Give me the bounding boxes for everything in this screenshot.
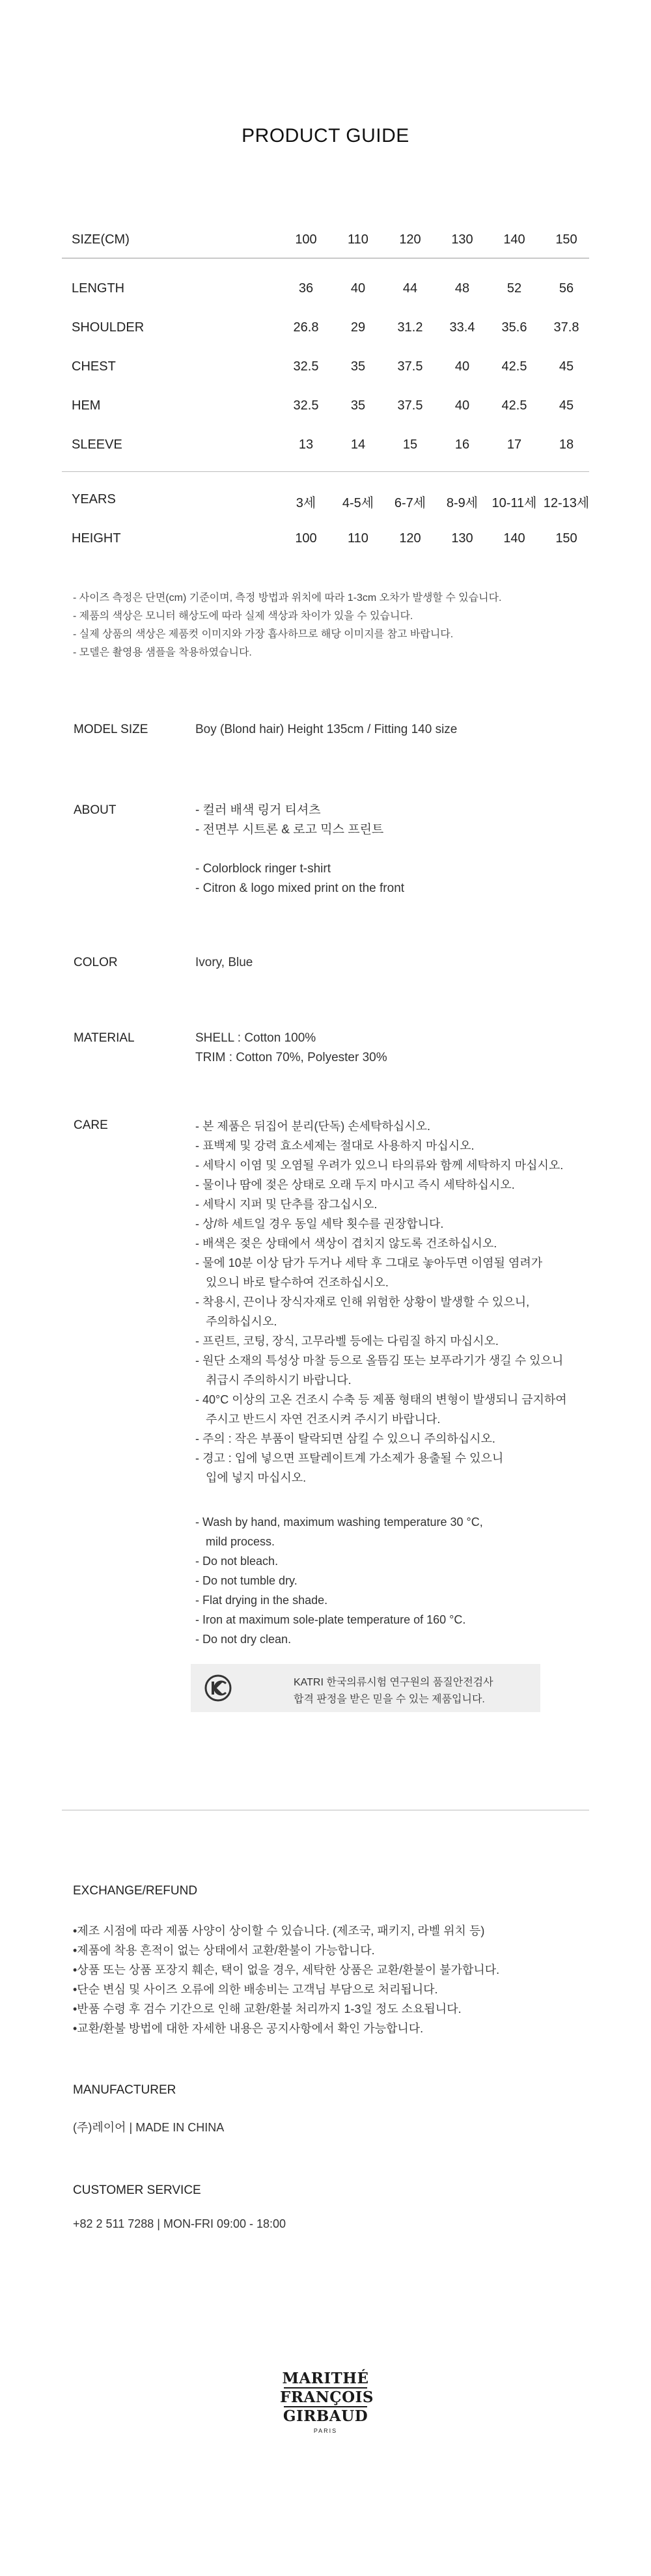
care-line: - 표백제 및 강력 효소세제는 절대로 사용하지 마십시오. [195, 1139, 475, 1152]
table-cell: 40 [454, 398, 470, 413]
about-line: - 컬러 배색 링거 티셔츠 [195, 803, 321, 817]
size-table-header [72, 232, 586, 252]
table-cell: 56 [559, 281, 574, 296]
exchange-line: •상품 또는 상품 포장지 훼손, 택이 없을 경우, 세탁한 상품은 교환/환불이 불가합니다. [73, 1963, 500, 1976]
care-line: - 원단 소재의 특성상 마찰 등으로 올뜸김 또는 보푸라기가 생길 수 있으니 [195, 1354, 564, 1367]
table-row [72, 281, 586, 301]
table-cell: 36 [298, 281, 314, 296]
care-line-en: - Flat drying in the shade. [195, 1594, 328, 1607]
care-line: - 세탁시 이염 및 오염될 우려가 있으니 타의류와 함께 세탁하지 마십시오. [195, 1159, 564, 1172]
size-note: - 모델은 촬영용 샘플을 착용하였습니다. [73, 647, 252, 658]
care-line-en: - Wash by hand, maximum washing temperature 30 °C, [195, 1516, 483, 1529]
material-line: TRIM : Cotton 70%, Polyester 30% [195, 1051, 387, 1064]
table-cell: 29 [350, 320, 366, 335]
table-cell: 15 [402, 437, 418, 452]
care-line: - 배색은 젖은 상태에서 색상이 겹치지 않도록 건조하십시오. [195, 1237, 497, 1250]
table-cell: 4-5세 [342, 496, 374, 510]
table-cell: 40 [350, 281, 366, 296]
table-cell: 18 [559, 437, 574, 452]
care-label: CARE [74, 1118, 108, 1132]
kc-certification-icon [204, 1674, 232, 1702]
table-row [72, 320, 586, 340]
exchange-line: •단순 변심 및 사이즈 오류에 의한 배송비는 고객님 부담으로 처리됩니다. [73, 1983, 438, 1996]
table-cell: 45 [559, 359, 574, 374]
table-cell: 48 [454, 281, 470, 296]
table-row [72, 531, 586, 551]
exchange-label: EXCHANGE/REFUND [73, 1884, 198, 1898]
care-line: - 경고 : 입에 넣으면 프탈레이트계 가소제가 용출될 수 있으니 [195, 1452, 504, 1465]
table-cell: 52 [506, 281, 522, 296]
customer-service-label: CUSTOMER SERVICE [73, 2183, 201, 2197]
brand-logo-line: MARITHÉ [282, 2370, 369, 2387]
care-line-en: - Iron at maximum sole-plate temperature of 160 °C. [195, 1613, 466, 1626]
table-cell: 17 [506, 437, 522, 452]
color-value: Ivory, Blue [195, 956, 253, 969]
table-divider [62, 471, 589, 472]
care-line: 주의하십시오. [206, 1315, 277, 1328]
material-line: SHELL : Cotton 100% [195, 1031, 316, 1045]
table-cell: 120 [399, 531, 421, 546]
table-cell: 33.4 [449, 320, 475, 335]
about-line: - Citron & logo mixed print on the front [195, 881, 405, 895]
row-label: HEIGHT [72, 531, 121, 546]
care-line: 있으니 바로 탈수하여 건조하십시오. [206, 1276, 389, 1289]
katri-text-line: KATRI 한국의류시험 연구원의 품질안전검사 [294, 1677, 493, 1688]
care-line: 입에 넣지 마십시오. [206, 1471, 307, 1484]
table-cell: 3세 [296, 496, 316, 510]
color-label: COLOR [74, 956, 118, 969]
size-note: - 사이즈 측정은 단면(cm) 기준이며, 측정 방법과 위치에 따라 1-3cm 오차가 발생할 수 있습니다. [73, 592, 502, 603]
table-cell: 31.2 [397, 320, 423, 335]
care-line: - 40°C 이상의 고온 건조시 수축 등 제품 형태의 변형이 발생되니 금지하여 [195, 1393, 567, 1406]
table-cell: 44 [402, 281, 418, 296]
table-cell: 100 [295, 531, 317, 546]
table-cell: 16 [454, 437, 470, 452]
table-cell: 35 [350, 359, 366, 374]
exchange-line: •교환/환불 방법에 대한 자세한 내용은 공지사항에서 확인 가능합니다. [73, 2022, 424, 2035]
care-line: - 프린트, 코팅, 장식, 고무라벨 등에는 다림질 하지 마십시오. [195, 1335, 499, 1348]
table-cell: 8-9세 [446, 496, 478, 510]
table-row [72, 492, 590, 512]
size-note: - 실제 상품의 색상은 제품컷 이미지와 가장 흡사하므로 해당 이미지를 참고 바랍니다. [73, 629, 454, 640]
model-size-label: MODEL SIZE [74, 723, 148, 736]
care-line-en: - Do not tumble dry. [195, 1574, 298, 1587]
table-cell: 35 [350, 398, 366, 413]
table-cell: 140 [503, 531, 525, 546]
material-label: MATERIAL [74, 1031, 135, 1045]
size-note: - 제품의 색상은 모니터 해상도에 따라 실제 색상과 차이가 있을 수 있습니다. [73, 611, 413, 622]
table-cell: 32.5 [293, 398, 319, 413]
manufacturer-value: (주)레이어 | MADE IN CHINA [73, 2121, 225, 2134]
table-cell: 150 [555, 531, 577, 546]
brand-logo-subline: PARIS [313, 2428, 338, 2434]
katri-text-line: 합격 판정을 받은 믿을 수 있는 제품입니다. [294, 1694, 485, 1705]
table-cell: 130 [451, 531, 473, 546]
about-line: - 전면부 시트론 & 로고 믹스 프린트 [195, 823, 384, 837]
size-header-cell: 120 [399, 232, 421, 247]
table-cell: 6-7세 [394, 496, 426, 510]
exchange-line: •반품 수령 후 검수 기간으로 인해 교환/환불 처리까지 1-3일 정도 소요됩니다. [73, 2002, 462, 2015]
size-header-cell: 100 [295, 232, 317, 247]
size-header-cell: 110 [348, 232, 368, 247]
table-row [72, 359, 586, 379]
care-line: - 주의 : 작은 부품이 탈락되면 삼킬 수 있으니 주의하십시오. [195, 1432, 495, 1445]
care-line: 주시고 반드시 자연 건조시켜 주시기 바랍니다. [206, 1413, 441, 1426]
table-cell: 32.5 [293, 359, 319, 374]
about-label: ABOUT [74, 803, 117, 817]
row-label: SHOULDER [72, 320, 145, 335]
customer-service-value: +82 2 511 7288 | MON-FRI 09:00 - 18:00 [73, 2217, 286, 2230]
exchange-line: •제품에 착용 흔적이 없는 상태에서 교환/환불이 가능합니다. [73, 1944, 375, 1957]
table-row [72, 398, 586, 418]
table-cell: 14 [350, 437, 366, 452]
care-line: - 본 제품은 뒤집어 분리(단독) 손세탁하십시오. [195, 1120, 430, 1133]
table-row [72, 437, 586, 457]
row-label: LENGTH [72, 281, 125, 296]
table-cell: 42.5 [501, 398, 527, 413]
page-title: PRODUCT GUIDE [242, 125, 409, 146]
exchange-line: •제조 시점에 따라 제품 사양이 상이할 수 있습니다. (제조국, 패키지, 라벨 위치 등) [73, 1924, 485, 1937]
brand-logo-line: FRANÇOIS [280, 2389, 374, 2406]
katri-certification-box [191, 1664, 540, 1712]
table-cell: 40 [454, 359, 470, 374]
row-label: CHEST [72, 359, 116, 374]
care-line-en: - Do not dry clean. [195, 1633, 292, 1646]
care-line: - 물이나 땀에 젖은 상태로 오래 두지 마시고 즉시 세탁하십시오. [195, 1178, 515, 1191]
table-cell: 37.5 [397, 359, 423, 374]
table-cell: 37.5 [397, 398, 423, 413]
size-header-cell: 150 [555, 232, 577, 247]
size-header-label: SIZE(CM) [72, 232, 130, 247]
table-cell: 13 [298, 437, 314, 452]
about-line: - Colorblock ringer t-shirt [195, 862, 331, 876]
care-line-en: - Do not bleach. [195, 1555, 279, 1568]
care-line: - 세탁시 지퍼 및 단추를 잠그십시오. [195, 1198, 378, 1211]
brand-logo-line: GIRBAUD [283, 2407, 368, 2425]
table-cell: 110 [348, 531, 368, 546]
table-cell: 42.5 [501, 359, 527, 374]
size-header-cell: 140 [503, 232, 525, 247]
table-cell: 10-11세 [492, 496, 537, 510]
care-line-en: mild process. [206, 1535, 275, 1548]
table-cell: 26.8 [293, 320, 319, 335]
brand-logo [280, 2370, 374, 2434]
table-cell: 35.6 [501, 320, 527, 335]
care-line: - 물에 10분 이상 담가 두거나 세탁 후 그대로 놓아두면 이염될 염려가 [195, 1256, 543, 1269]
row-label: HEM [72, 398, 101, 413]
row-label: YEARS [72, 492, 116, 506]
row-label: SLEEVE [72, 437, 122, 452]
table-cell: 45 [559, 398, 574, 413]
care-line: - 상/하 세트일 경우 동일 세탁 횟수를 권장합니다. [195, 1217, 444, 1230]
size-header-cell: 130 [451, 232, 473, 247]
care-line: 취급시 주의하시기 바랍니다. [206, 1374, 352, 1387]
care-line: - 착용시, 끈이나 장식자재로 인해 위험한 상황이 발생할 수 있으니, [195, 1295, 530, 1309]
model-size-value: Boy (Blond hair) Height 135cm / Fitting 140 size [195, 723, 458, 736]
manufacturer-label: MANUFACTURER [73, 2083, 176, 2097]
table-cell: 12-13세 [543, 496, 590, 510]
table-cell: 37.8 [553, 320, 579, 335]
